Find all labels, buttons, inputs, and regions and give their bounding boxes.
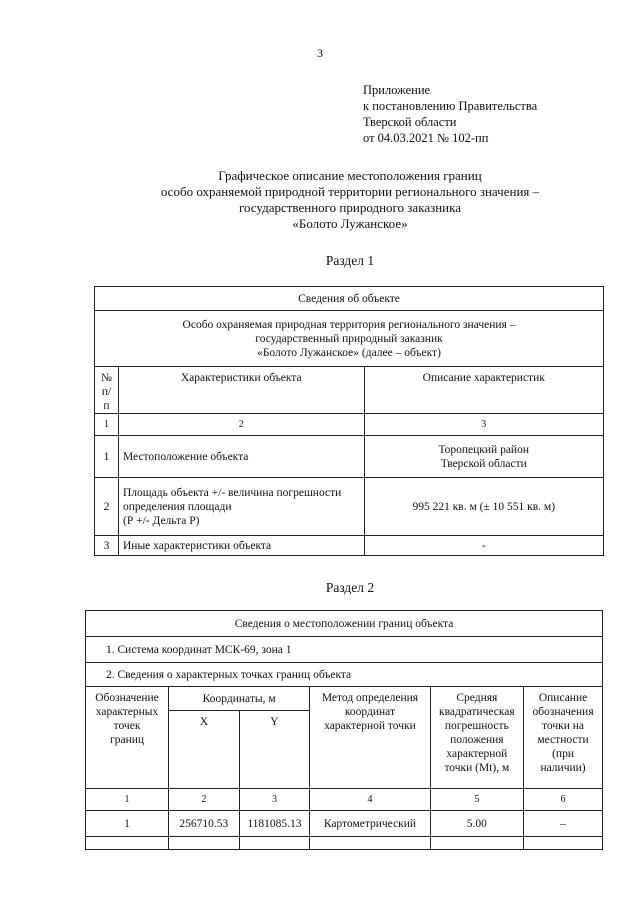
boundary-table — [85, 610, 603, 850]
row-description: 995 221 кв. м (± 10 551 кв. м) — [364, 478, 604, 536]
column-header-y: Y — [239, 711, 310, 789]
appendix-line: Тверской области — [363, 115, 457, 129]
method-cell: Картометрический — [310, 811, 430, 837]
title-line: Графическое описание местоположения границ — [218, 168, 482, 183]
header-text: Описание — [538, 692, 588, 704]
column-header-description — [524, 687, 603, 789]
appendix-line: Приложение — [363, 83, 431, 97]
section-1-heading: Раздел 1 — [325, 253, 375, 268]
description-line: Тверской области — [440, 457, 527, 470]
title-line: «Болото Лужанское» — [292, 216, 408, 231]
index-cell: 4 — [310, 789, 430, 811]
object-line: Особо охраняемая природная территория регионального значения – — [182, 318, 516, 331]
empty-cell — [86, 837, 169, 850]
y-cell: 1181085.13 — [239, 811, 310, 837]
column-header-accuracy — [430, 687, 523, 789]
header-text: местности — [537, 734, 589, 746]
object-line: государственный природный заказник — [255, 332, 443, 345]
table-row — [86, 811, 603, 837]
header-text: положения — [450, 734, 504, 746]
header-text: наличии) — [540, 762, 586, 774]
title-line: государственного природного заказника — [238, 200, 462, 215]
index-cell: 3 — [239, 789, 310, 811]
header-text: Средняя — [456, 692, 498, 704]
header-text: № — [101, 372, 112, 384]
appendix-line: от 04.03.2021 № 102-пп — [363, 131, 489, 145]
characteristic-line: Площадь объекта +/- величина погрешности — [122, 486, 342, 499]
page-number: 3 — [317, 46, 323, 60]
header-text: характерных — [95, 706, 159, 718]
accuracy-cell: 5.00 — [430, 811, 523, 837]
column-header-x: X — [169, 711, 240, 789]
section-2-heading: Раздел 2 — [325, 580, 375, 595]
row-characteristic: Иные характеристики объекта — [118, 536, 364, 556]
index-cell: 2 — [118, 414, 364, 436]
x-cell: 256710.53 — [169, 811, 240, 837]
column-header-coordinates: Координаты, м — [169, 687, 310, 711]
characteristic-line: (Р +/- Дельта Р) — [122, 514, 200, 527]
index-cell: 3 — [364, 414, 604, 436]
object-line: «Болото Лужанское» (далее – объект) — [257, 346, 441, 359]
index-cell: 1 — [95, 414, 119, 436]
table-row — [95, 536, 604, 556]
row-number: 3 — [95, 536, 119, 556]
empty-cell — [169, 837, 240, 850]
document-title — [0, 168, 640, 232]
characteristic-line: определения площади — [122, 500, 232, 513]
header-text: погрешность — [444, 720, 509, 732]
table-row — [95, 436, 604, 478]
header-text: обозначения — [532, 706, 594, 718]
index-cell: 2 — [169, 789, 240, 811]
points-info-row: 2. Сведения о характерных точках границ объекта — [86, 663, 603, 687]
index-cell: 1 — [86, 789, 169, 811]
title-line: особо охраняемой природной территории регионального значения – — [160, 184, 540, 199]
row-characteristic: Местоположение объекта — [118, 436, 364, 478]
header-text: Метод определения — [321, 692, 419, 704]
index-cell: 5 — [430, 789, 523, 811]
table-header: Сведения об объекте — [95, 287, 604, 311]
header-text: квадратическая — [439, 706, 515, 718]
row-number: 1 — [95, 436, 119, 478]
description-line: Торопецкий район — [438, 443, 529, 456]
appendix-line: к постановлению Правительства — [363, 99, 538, 113]
column-header-number — [95, 367, 119, 414]
empty-cell — [239, 837, 310, 850]
column-header-method — [310, 687, 430, 789]
row-characteristic — [118, 478, 364, 536]
empty-cell — [310, 837, 430, 850]
header-text: Обозначение — [95, 692, 159, 704]
header-text: границ — [110, 734, 145, 746]
header-text: точки (Mt), м — [444, 762, 510, 774]
empty-cell — [524, 837, 603, 850]
coordinate-system-row: 1. Система координат МСК-69, зона 1 — [86, 637, 603, 663]
table-row — [95, 478, 604, 536]
header-text: характерной — [446, 748, 508, 760]
row-number: 2 — [95, 478, 119, 536]
column-header-designation — [86, 687, 169, 789]
index-cell: 6 — [524, 789, 603, 811]
table-header: Сведения о местоположении границ объекта — [86, 611, 603, 637]
row-description: - — [364, 536, 604, 556]
column-header-characteristics: Характеристики объекта — [118, 367, 364, 414]
object-name-cell — [95, 311, 604, 367]
appendix-block — [363, 82, 537, 146]
column-header-description: Описание характеристик — [364, 367, 604, 414]
empty-cell — [430, 837, 523, 850]
point-cell: 1 — [86, 811, 169, 837]
header-text: (при — [552, 748, 574, 760]
header-text: точки на — [542, 720, 585, 732]
object-info-table — [94, 286, 604, 556]
header-text: координат — [344, 706, 395, 718]
description-cell: – — [524, 811, 603, 837]
header-text: точек — [113, 720, 141, 732]
row-description — [364, 436, 604, 478]
header-text: п/п — [101, 386, 112, 412]
header-text: характерной точки — [324, 720, 416, 732]
